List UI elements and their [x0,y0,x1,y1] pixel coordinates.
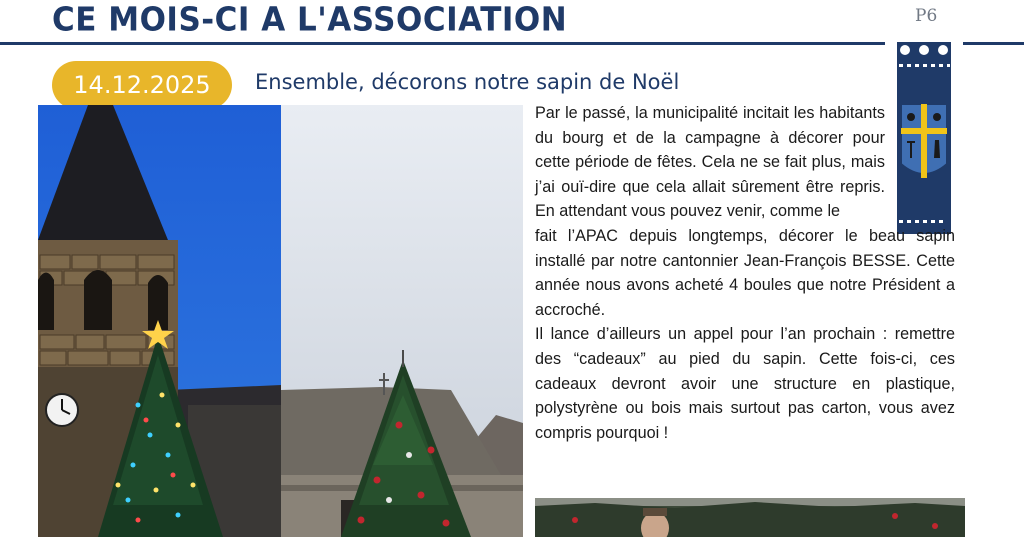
paragraph-continued: fait l’APAC depuis longtemps, décorer le beau sapin installé par notre cantonnier Jean-François BESSE. Cette année nous avons acheté 4 boules que notre Président a accroché. [535,226,955,319]
paragraph-appeal: Il lance d’ailleurs un appel pour l’an prochain : remettre des “cadeaux” au pied du sapin. Cette fois-ci, ces cadeaux devront avoir une structure en plastique, polystyrène ou bois mais surtout pas carton, vous avez compris pourquoi ! [535,325,955,442]
section-title: CE MOIS-CI A L'ASSOCIATION [52,1,568,39]
christmas-tree-photo [281,105,523,537]
date-badge: 14.12.2025 [52,61,232,109]
bottom-photo [535,498,965,537]
article-body [535,101,955,445]
paragraph-intro: Par le passé, la municipalité incitait les habitants du bourg et de la campagne à décorer pour cette période de fêtes. Cela ne se fait plus, mais j’ai ouï-dire que cela allait sûrement être repris. En attendant vous pouvez venir, comme le [535,104,885,221]
page-number: P6 [915,6,938,26]
header-divider [0,42,1024,45]
article-title: Ensemble, décorons notre sapin de Noël [255,70,680,94]
church-tower-photo [38,105,281,537]
